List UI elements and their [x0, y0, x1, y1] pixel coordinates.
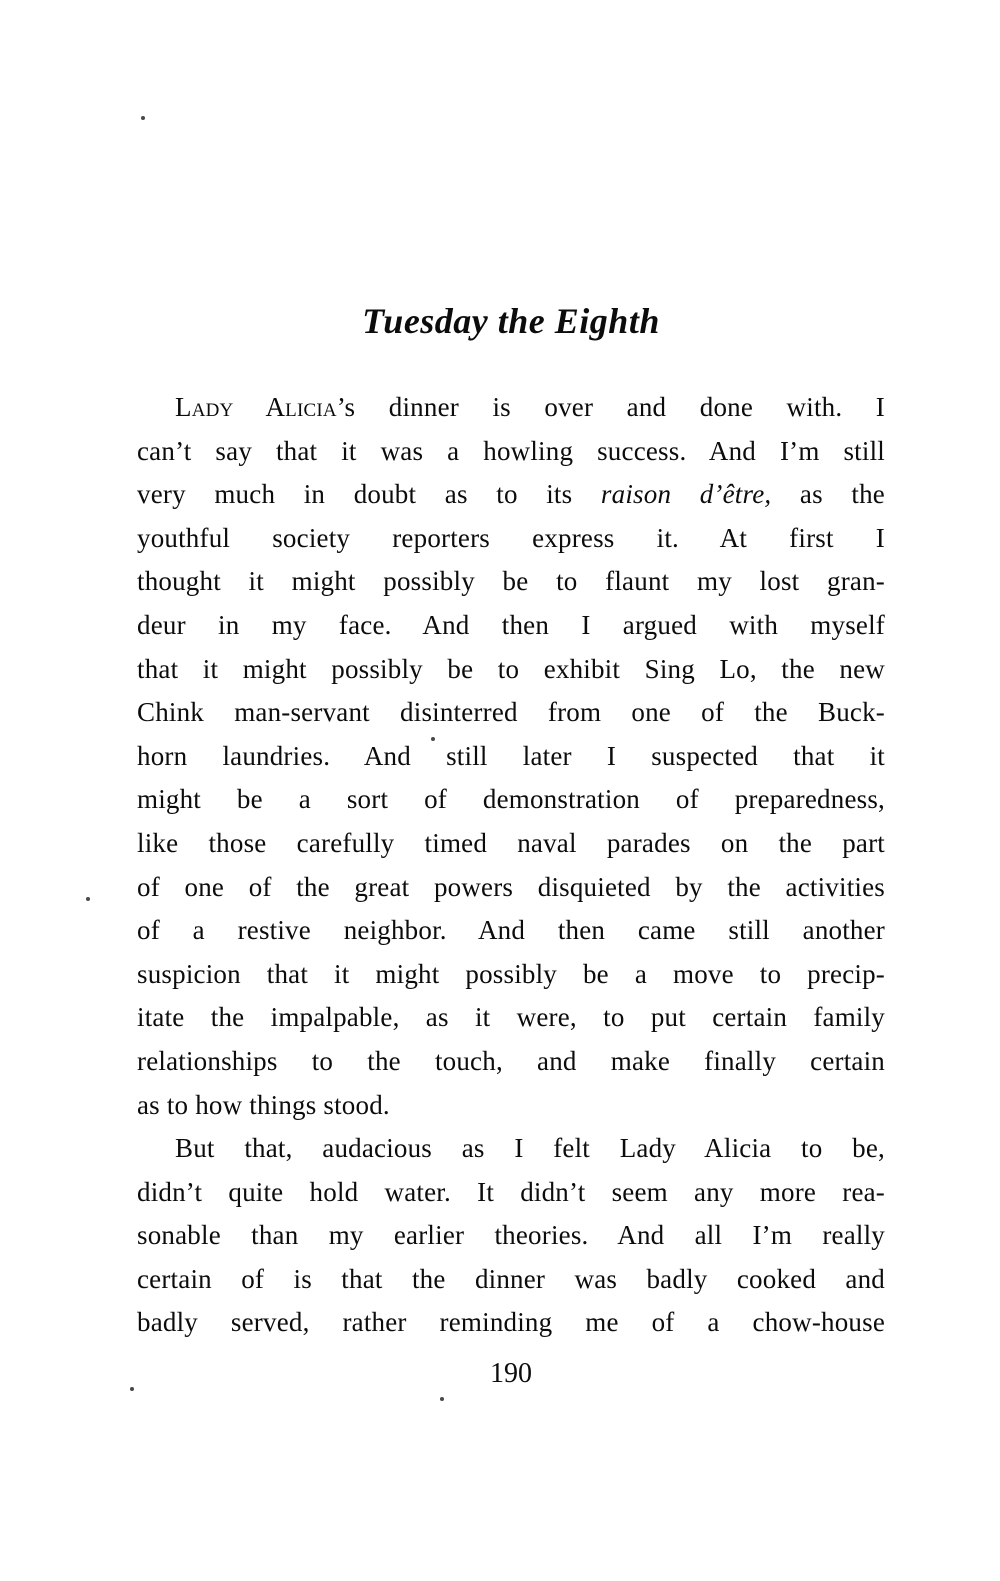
text-line: [137, 386, 885, 430]
text-segment: very much in doubt as to its: [137, 479, 601, 510]
text-segment: Chink man-servant disinterred from one of the Buck-: [137, 697, 885, 728]
text-line: [137, 909, 885, 953]
text-segment: like those carefully timed naval parades on the part: [137, 827, 885, 858]
text-segment: that it might possibly be to exhibit Sing Lo, the new: [137, 653, 885, 684]
text-line: [137, 1171, 885, 1215]
text-segment: deur in my face. And then I argued with myself: [137, 609, 885, 640]
text-line: [137, 866, 885, 910]
text-line: [137, 1084, 885, 1128]
text-line: [137, 691, 885, 735]
text-segment: as to how things stood.: [137, 1089, 390, 1120]
text-segment: youthful society reporters express it. At first I: [137, 522, 885, 553]
italic-text: raison d’être,: [600, 479, 772, 510]
text-segment: horn laundries. And still later I suspected that it: [137, 740, 885, 771]
text-segment: might be a sort of demonstration of preparedness,: [137, 784, 885, 815]
text-line: [137, 1258, 885, 1302]
ink-speck: [431, 737, 435, 741]
text-segment: can’t say that it was a howling success. And I’m still: [137, 435, 885, 466]
text-segment: sonable than my earlier theories. And all I’m really: [137, 1220, 885, 1251]
text-line: [137, 996, 885, 1040]
text-segment: badly served, rather reminding me of a chow-house: [137, 1307, 885, 1338]
text-line: [137, 1214, 885, 1258]
text-segment: But that, audacious as I felt Lady Alicia to be,: [175, 1133, 885, 1164]
ink-speck: [130, 1387, 134, 1391]
ink-speck: [440, 1397, 444, 1401]
ink-speck: [141, 116, 145, 120]
smallcaps-text: Lady Alicia: [175, 392, 337, 422]
text-line: [137, 604, 885, 648]
text-segment: certain of is that the dinner was badly cooked and: [137, 1263, 885, 1294]
text-line: [137, 1040, 885, 1084]
text-line: [137, 430, 885, 474]
page-number: 190: [490, 1358, 532, 1389]
text-segment: of one of the great powers disquieted by the activities: [137, 871, 885, 902]
text-segment: of a restive neighbor. And then came still another: [137, 915, 885, 946]
text-segment: didn’t quite hold water. It didn’t seem any more rea-: [137, 1176, 885, 1207]
text-line: [137, 648, 885, 692]
text-segment: relationships to the touch, and make finally certain: [137, 1045, 885, 1076]
text-line: [137, 1301, 885, 1345]
chapter-title: Tuesday the Eighth: [362, 301, 660, 341]
text-segment: thought it might possibly be to flaunt my lost gran-: [137, 566, 885, 597]
text-line: [137, 473, 885, 517]
text-line: [137, 517, 885, 561]
text-segment: as the: [771, 479, 885, 510]
text-line: [137, 822, 885, 866]
text-segment: suspicion that it might possibly be a move to precip-: [137, 958, 885, 989]
text-line: [137, 778, 885, 822]
text-line: [137, 1127, 885, 1171]
text-segment: itate the impalpable, as it were, to put certain family: [137, 1002, 885, 1033]
text-line: [137, 953, 885, 997]
text-line: [137, 735, 885, 779]
text-segment: ’s dinner is over and done with. I: [336, 392, 885, 422]
body-text: [137, 386, 885, 1345]
ink-speck: [86, 897, 90, 901]
text-line: [137, 560, 885, 604]
